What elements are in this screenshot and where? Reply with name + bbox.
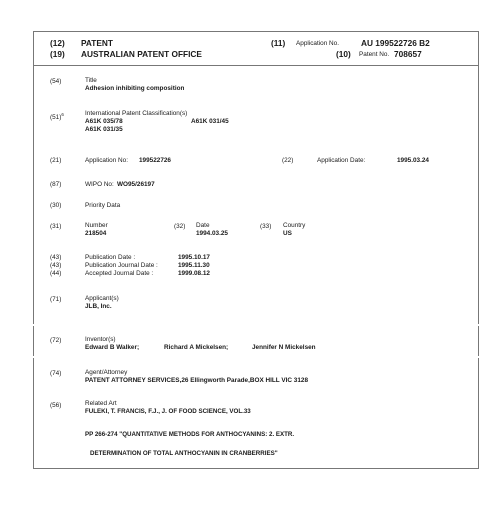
related-art-code: (56): [50, 402, 62, 409]
related-art-label: Related Art: [85, 400, 117, 407]
ipc-label: International Patent Classification(s): [85, 110, 188, 117]
application-date-label: Application Date:: [317, 157, 366, 164]
agent-value: PATENT ATTORNEY SERVICES,26 Ellingworth Parade,BOX HILL VIC 3128: [85, 377, 309, 384]
patent-header: [34, 32, 478, 66]
wipo-value: WO95/26197: [117, 181, 155, 188]
inventor-label: Inventor(s): [85, 336, 116, 343]
priority-country-label: Country: [283, 222, 306, 229]
inventor-code: (72): [50, 337, 62, 344]
application-no-value: 199522726: [139, 157, 171, 164]
priority-date-value: 1994.03.25: [196, 230, 228, 237]
code-10: (10): [336, 49, 351, 59]
priority-date-label: Date: [196, 222, 210, 229]
applicant-label: Applicant(s): [85, 295, 119, 302]
accepted-journal-label: Accepted Journal Date :: [85, 270, 154, 277]
document-type: PATENT: [81, 38, 113, 48]
page-break-gap-2: [1, 356, 502, 358]
ipc-class-3: A61K 031/35: [85, 126, 123, 133]
page-break-gap: [1, 324, 502, 326]
applicant-code: (71): [50, 296, 62, 303]
title-code: (54): [50, 78, 62, 85]
application-no-label: Application No:: [85, 157, 128, 164]
priority-number-code: (31): [50, 223, 62, 230]
ipc-class-1: A61K 035/78: [85, 118, 123, 125]
code-11: (11): [271, 38, 286, 48]
wipo-code: (87): [50, 181, 62, 188]
header-application-no-label: Application No.: [296, 40, 339, 47]
inventor-name-2: Richard A Mickelsen;: [164, 344, 229, 351]
priority-code: (30): [50, 202, 62, 209]
title-value: Adhesion inhibiting composition: [85, 85, 185, 92]
patent-no-label: Patent No.: [359, 51, 390, 58]
publication-date-value: 1995.10.17: [178, 254, 210, 261]
patent-no-value: 708657: [394, 49, 422, 59]
priority-date-code: (32): [174, 223, 186, 230]
ipc-class-2: A61K 031/45: [191, 118, 229, 125]
application-code: (21): [50, 157, 62, 164]
related-art-line-1: FULEKI, T. FRANCIS, F.J., J. OF FOOD SCIENCE, VOL.33: [85, 408, 251, 415]
publication-journal-value: 1995.11.30: [178, 262, 210, 269]
accepted-journal-value: 1999.08.12: [178, 270, 210, 277]
application-date-code: (22): [282, 157, 294, 164]
related-art-line-3: DETERMINATION OF TOTAL ANTHOCYANIN IN CRANBERRIES": [90, 450, 278, 457]
priority-number-label: Number: [85, 222, 108, 229]
priority-country-code: (33): [260, 223, 272, 230]
priority-number-value: 218504: [85, 230, 107, 237]
agent-code: (74): [50, 370, 62, 377]
inventor-name-3: Jennifer N Mickelsen: [252, 344, 316, 351]
related-art-line-2: PP 266-274 "QUANTITATIVE METHODS FOR ANTHOCYANINS: 2. EXTR.: [85, 431, 295, 438]
publication-date-code: (43): [50, 254, 62, 261]
title-label: Title: [85, 77, 97, 84]
publication-journal-code: (43): [50, 262, 62, 269]
code-19: (19): [50, 49, 65, 59]
code-12: (12): [50, 38, 65, 48]
header-application-no-value: AU 199522726 B2: [361, 38, 430, 48]
agent-label: Agent/Attorney: [85, 369, 128, 376]
priority-label: Priority Data: [85, 202, 121, 209]
applicant-value: JLB, Inc.: [85, 303, 112, 310]
patent-abstract-sheet: [33, 31, 479, 469]
publication-date-label: Publication Date :: [85, 254, 136, 261]
wipo-label: WIPO No:: [85, 181, 114, 188]
ipc-code: $(51)^6$: [50, 112, 64, 122]
publication-journal-label: Publication Journal Date :: [85, 262, 158, 269]
inventor-name-1: Edward B Walker;: [85, 344, 140, 351]
office-name: AUSTRALIAN PATENT OFFICE: [81, 49, 202, 59]
application-date-value: 1995.03.24: [397, 157, 429, 164]
priority-country-value: US: [283, 230, 292, 237]
accepted-journal-code: (44): [50, 270, 62, 277]
